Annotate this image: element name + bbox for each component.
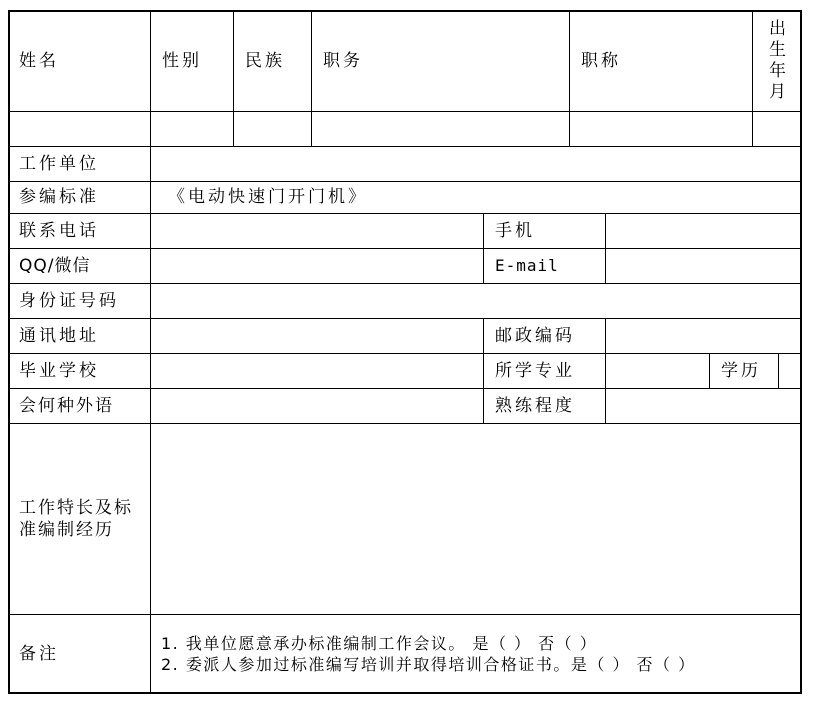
- work-unit-label: 工作单位: [19, 153, 99, 174]
- qq-wechat-label: QQ/微信: [19, 255, 91, 276]
- name-header: 姓名: [19, 50, 59, 71]
- professional-title-input[interactable]: [570, 112, 752, 146]
- major-label: 所学专业: [495, 360, 575, 381]
- postcode-input[interactable]: [606, 319, 802, 353]
- gender-input[interactable]: [151, 112, 233, 146]
- remarks-label: 备注: [19, 644, 59, 664]
- birth-date-char: 月: [769, 81, 786, 102]
- qq-wechat-input[interactable]: [151, 249, 483, 283]
- standard-label: 参编标准: [19, 187, 99, 207]
- ethnicity-header: 民族: [245, 50, 285, 71]
- degree-input[interactable]: [779, 354, 802, 388]
- language-input[interactable]: [151, 389, 483, 423]
- remark-item: 2. 委派人参加过标准编写培训并取得培训合格证书。是（ ） 否（ ）: [161, 654, 696, 674]
- ethnicity-input[interactable]: [234, 112, 311, 146]
- remarks-notes: [151, 615, 800, 692]
- major-input[interactable]: [606, 354, 709, 388]
- proficiency-label: 熟练程度: [495, 395, 575, 416]
- birth-date-char: 年: [769, 60, 786, 81]
- phone-input[interactable]: [151, 214, 483, 248]
- language-label: 会何种外语: [19, 395, 114, 416]
- email-label: E-mail: [495, 255, 559, 275]
- proficiency-input[interactable]: [606, 389, 802, 423]
- name-input[interactable]: [8, 112, 150, 146]
- mobile-label: 手机: [495, 220, 535, 241]
- work-unit-input[interactable]: [151, 147, 802, 181]
- id-number-label: 身份证号码: [19, 290, 119, 311]
- school-input[interactable]: [151, 354, 483, 388]
- birth-date-char: 生: [769, 39, 786, 60]
- experience-label: 工作特长及标准编制经历: [19, 497, 133, 540]
- birth-date-input[interactable]: [753, 112, 802, 146]
- position-header: 职务: [323, 50, 363, 71]
- gender-header: 性别: [162, 50, 202, 71]
- birth-date-char: 出: [769, 18, 786, 39]
- registration-form: [8, 10, 802, 694]
- degree-label: 学历: [721, 360, 761, 381]
- address-input[interactable]: [151, 319, 483, 353]
- mobile-input[interactable]: [606, 214, 802, 248]
- phone-label: 联系电话: [19, 220, 99, 241]
- remark-item: 1. 我单位愿意承办标准编制工作会议。 是（ ） 否（ ）: [161, 633, 598, 653]
- position-input[interactable]: [312, 112, 569, 146]
- birth-date-header: [753, 10, 802, 111]
- school-label: 毕业学校: [19, 360, 99, 381]
- address-label: 通讯地址: [19, 325, 99, 346]
- email-input[interactable]: [606, 249, 802, 283]
- postcode-label: 邮政编码: [495, 325, 575, 346]
- experience-textarea[interactable]: [151, 424, 802, 614]
- id-number-input[interactable]: [151, 284, 802, 318]
- professional-title-header: 职称: [581, 50, 621, 71]
- standard-value: 《电动快速门开门机》: [168, 187, 368, 207]
